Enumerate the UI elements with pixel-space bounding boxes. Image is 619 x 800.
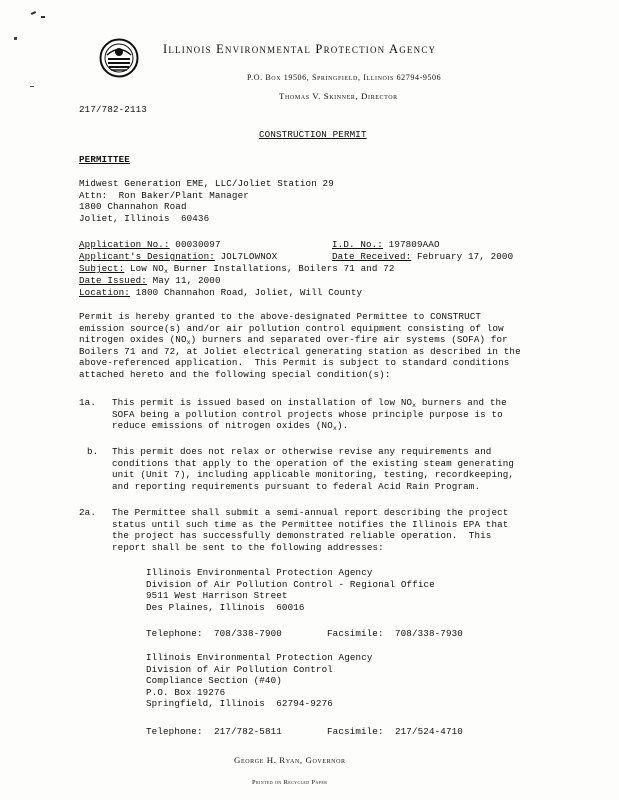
field-label: Subject: (79, 263, 125, 274)
condition-line (112, 397, 507, 409)
condition-1a-text (112, 397, 507, 432)
phone-value: 708/338-7900 (213, 628, 282, 639)
scan-speck (14, 37, 17, 40)
scan-speck (41, 16, 45, 18)
field-value: May 11, 2000 (152, 275, 221, 286)
field-value: Low NO (129, 263, 164, 274)
regional-fax (327, 628, 463, 640)
phone-value: 217/782-5811 (213, 726, 282, 737)
permittee-heading: PERMITTEE (79, 154, 130, 165)
illinois-epa-seal-logo (99, 38, 139, 78)
phone-label: Telephone: (146, 628, 203, 639)
field-label: Date Issued: (79, 275, 147, 286)
agency-address: P.O. Box 19506, Springfield, Illinois 62794-9506 (247, 73, 442, 82)
permittee-line: Midwest Generation EME, LLC/Joliet Station 29 (79, 178, 334, 189)
fax-value: 217/524-4710 (394, 726, 463, 737)
condition-line: and reporting requirements pursuant to federal Acid Rain Program. (112, 480, 481, 492)
text-segment: burners and the (416, 397, 507, 408)
regional-office-address (146, 567, 435, 613)
condition-number: b. (87, 446, 99, 457)
header-phone: 217/782-2113 (79, 104, 147, 115)
condition-b-text (112, 446, 514, 492)
condition-line: This permit does not relax or otherwise revise any requirements and (112, 446, 492, 457)
address-line: Illinois Environmental Protection Agency (146, 567, 373, 578)
paragraph-line: emission source(s) and/or air pollution control equipment consisting of low (79, 322, 504, 334)
condition-line: status until such time as the Permittee notifies the Illinois EPA that (112, 518, 509, 530)
field-label: I.D. No.: (332, 239, 383, 250)
text-segment: This permit is issued based on installation of low NO (112, 397, 413, 408)
subscript: x (186, 339, 191, 347)
field-location (79, 287, 362, 299)
director-name: Thomas V. Skinner, Director (279, 91, 398, 101)
scan-speck (31, 11, 36, 15)
address-line: Division of Air Pollution Control (146, 663, 333, 675)
address-line: 9511 West Harrison Street (146, 590, 288, 602)
governor-name: George H. Ryan, Governor (234, 755, 346, 765)
condition-line: the project has successfully demonstrated reliable operation. This (112, 530, 492, 542)
field-label: Location: (79, 287, 130, 298)
field-date-received (332, 251, 513, 263)
document-title: CONSTRUCTION PERMIT (259, 129, 367, 140)
condition-number: 1a. (79, 397, 96, 408)
condition-number: 2a. (79, 507, 96, 518)
condition-line: The Permittee shall submit a semi-annual report describing the project (112, 507, 509, 518)
condition-line: report shall be sent to the following addresses: (112, 541, 384, 553)
paragraph-line: Boilers 71 and 72, at Joliet electrical generating station as described in the (79, 345, 521, 357)
condition-line: conditions that apply to the operation of the existing steam generating (112, 457, 515, 469)
field-id-no (332, 239, 440, 251)
paragraph-line: above-referenced application. This Permit is subject to standard conditions (79, 357, 510, 369)
fax-label: Facsimile: (327, 726, 384, 737)
address-line: Division of Air Pollution Control - Regional Office (146, 578, 435, 590)
condition-line (112, 420, 507, 432)
agency-name: Illinois Environmental Protection Agency (163, 42, 437, 56)
paragraph-line (79, 334, 521, 346)
field-application-no (79, 239, 221, 251)
field-value-subscript: x (163, 268, 169, 275)
field-date-issued (79, 275, 221, 287)
field-label: Applicant's Designation: (79, 251, 215, 262)
compliance-section-address (146, 652, 373, 710)
condition-line: unit (Unit 7), including applicable monitoring, testing, recordkeeping, (112, 469, 515, 481)
subscript: x (412, 402, 417, 409)
address-line: Compliance Section (#40) (146, 675, 282, 687)
field-value: 197809AAO (388, 239, 440, 250)
field-label: Date Received: (332, 251, 412, 262)
condition-2a-text (112, 507, 508, 553)
text-segment: reduce emissions of nitrogen oxides (NO (112, 420, 333, 432)
field-value: 00030097 (175, 239, 221, 250)
phone-label: Telephone: (146, 726, 203, 737)
permittee-line: Joliet, Illinois 60436 (79, 212, 210, 224)
paragraph-line: attached hereto and the following special condition(s): (79, 368, 391, 380)
field-value: February 17, 2000 (416, 251, 514, 262)
fax-value: 708/338-7930 (394, 628, 463, 639)
scan-speck (30, 86, 34, 87)
condition-line: SOFA being a pollution control projects whose principle purpose is to (112, 408, 503, 420)
permittee-line: Attn: Ron Baker/Plant Manager (79, 189, 249, 201)
field-value: Burner Installations, Boilers 71 and 72 (168, 263, 395, 274)
compliance-fax (327, 726, 463, 738)
field-applicant-designation (79, 251, 277, 263)
text-segment: ) burners and separated over-fire air systems (SOFA) for (190, 334, 508, 346)
field-subject (79, 263, 395, 275)
text-segment: nitrogen oxides (NO (79, 334, 187, 346)
text-segment: ). (336, 420, 349, 432)
permittee-line: 1800 Channahon Road (79, 201, 187, 213)
field-value: JOL7LOWNOX (220, 251, 278, 262)
subscript: x (332, 425, 337, 433)
compliance-phone (146, 726, 282, 738)
regional-phone (146, 628, 282, 640)
recycled-paper-note: Printed on Recycled Paper (252, 779, 328, 786)
field-label: Application No.: (79, 239, 170, 250)
field-value: 1800 Channahon Road, Joliet, Will County (135, 287, 363, 298)
address-line: Des Plaines, Illinois 60016 (146, 601, 305, 613)
address-line: P.O. Box 19276 (146, 686, 226, 698)
permittee-address (79, 178, 334, 224)
intro-paragraph (79, 311, 521, 381)
paragraph-line: Permit is hereby granted to the above-designated Permittee to CONSTRUCT (79, 311, 482, 322)
address-line: Illinois Environmental Protection Agency (146, 652, 373, 663)
fax-label: Facsimile: (327, 628, 384, 639)
address-line: Springfield, Illinois 62794-9276 (146, 698, 333, 710)
